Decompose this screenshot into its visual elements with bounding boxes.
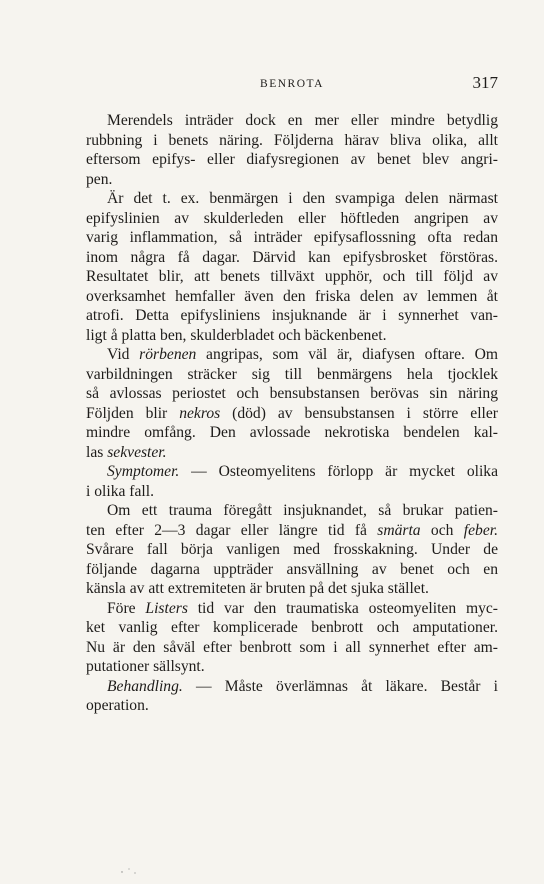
text-segment: känsla av att extremiteten är bruten på det sjuka stället. [86, 580, 429, 597]
text-line [86, 209, 498, 229]
page-header [86, 73, 498, 95]
text-segment: varig inflammation, så inträder epifysaflossning ofta redan [86, 229, 498, 246]
italic-term: smärta [377, 521, 421, 539]
text-line [86, 189, 498, 209]
text-line [86, 560, 498, 580]
text-segment: — Osteomyelitens förlopp är mycket olika [179, 463, 498, 480]
italic-term: Listers [145, 599, 188, 617]
text-segment: — Måste överlämnas åt läkare. Består i [182, 677, 498, 695]
text-segment: Vid [107, 346, 140, 363]
text-segment: overksamhet hemfaller även den friska delen av lemmen åt [86, 287, 498, 305]
running-title: BENROTA [260, 78, 324, 90]
body-text [86, 111, 498, 716]
text-segment: Svårare fall börja vanligen med frosskakning. Under de [86, 541, 498, 558]
text-line [86, 677, 498, 697]
text-segment: eftersom epifys- eller diafysregionen av benet blev angri- [86, 151, 498, 168]
text-segment: atrofi. Detta epifysliniens insjuknande är i synnerhet van- [86, 307, 498, 324]
text-segment: följande dagarna uppträder ansvällning av benet och en [86, 560, 498, 578]
text-line [86, 228, 498, 248]
text-segment: pen. [86, 170, 113, 188]
page-number: 317 [472, 73, 498, 92]
text-line [86, 111, 498, 131]
text-segment: Om ett trauma föregått insjuknandet, så brukar patien- [107, 502, 498, 519]
text-line [86, 579, 498, 599]
text-line [86, 326, 498, 346]
text-line [86, 618, 498, 638]
italic-term: rörbenen [139, 346, 197, 363]
text-segment: i olika fall. [86, 482, 154, 500]
text-segment: Följden blir [86, 404, 180, 422]
text-line [86, 345, 498, 365]
italic-term: nekros [179, 404, 221, 422]
text-segment: putationer sällsynt. [86, 658, 205, 675]
text-segment: Före [107, 599, 146, 617]
text-segment: Nu är den såväl efter benbrott som i all synnerhet efter am- [86, 638, 498, 656]
text-line [86, 150, 498, 170]
italic-term: feber. [463, 521, 498, 539]
text-line [86, 501, 498, 521]
text-line [86, 482, 498, 502]
text-segment: så avlossas periostet och bensubstansen berövas sin näring [86, 385, 498, 402]
text-line [86, 384, 498, 404]
text-segment: varbildningen sträcker sig till benmärgens hela tjocklek [86, 365, 498, 383]
text-segment: (död) av bensubstansen i större eller [220, 404, 498, 422]
text-segment: ket vanlig efter komplicerade benbrott och amputationer. [86, 619, 498, 636]
text-line [86, 540, 498, 560]
text-segment: Är det t. ex. benmärgen i den svampiga delen närmast [107, 190, 498, 207]
text-line [86, 462, 498, 482]
text-segment: rubbning i benets näring. Följderna härav bliva olika, allt [86, 131, 498, 149]
text-segment: och [420, 521, 464, 539]
text-segment: tid var den traumatiska osteomyeliten myc- [187, 599, 498, 617]
text-line [86, 521, 498, 541]
text-segment: las [86, 443, 108, 461]
text-line [86, 287, 498, 307]
text-line [86, 365, 498, 385]
text-line [86, 131, 498, 151]
text-segment: angripas, som väl är, diafysen oftare. Om [196, 346, 498, 363]
text-segment: operation. [86, 697, 149, 714]
text-segment: inom några få dagar. Därvid kan epifysbrosket förstöras. [86, 248, 498, 266]
text-line [86, 404, 498, 424]
text-line [86, 696, 498, 716]
text-line [86, 638, 498, 658]
text-line [86, 657, 498, 677]
text-line [86, 599, 498, 619]
text-line [86, 170, 498, 190]
text-segment: mindre omfång. Den avlossade nekrotiska bendelen kal- [86, 424, 498, 441]
print-specks [118, 866, 158, 876]
text-segment: Resultatet blir, att benets tillväxt upphör, och till följd av [86, 268, 498, 285]
text-segment: ten efter 2—3 dagar eller längre tid få [86, 521, 378, 539]
italic-term: Symptomer. [107, 463, 180, 480]
italic-term: sekvester. [107, 443, 167, 461]
text-line [86, 267, 498, 287]
text-line [86, 443, 498, 463]
text-line [86, 306, 498, 326]
text-line [86, 423, 498, 443]
italic-term: Behandling. [107, 677, 183, 695]
text-line [86, 248, 498, 268]
text-segment: epifyslinien av skulderleden eller höftleden angripen av [86, 209, 498, 227]
text-segment: Merendels inträder dock en mer eller mindre betydlig [107, 112, 498, 129]
text-segment: ligt å platta ben, skulderbladet och bäckenbenet. [86, 326, 387, 344]
